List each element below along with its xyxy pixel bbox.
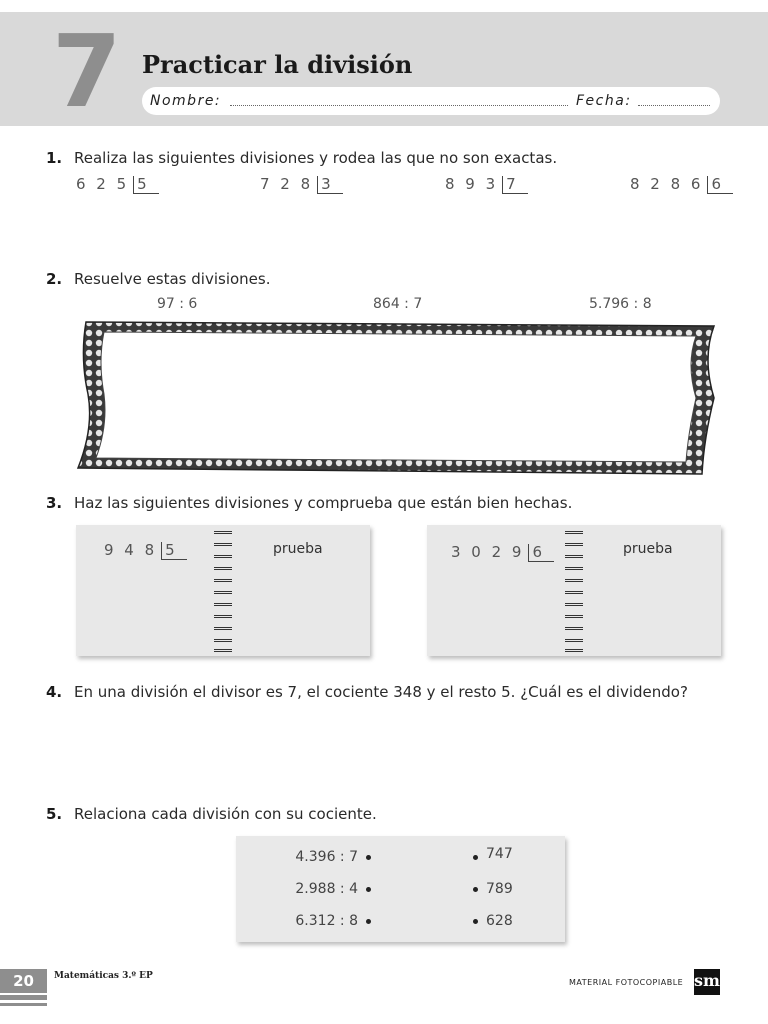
exercise-5-text: Relaciona cada división con su cociente. (74, 805, 377, 823)
unit-number: 7 (52, 13, 120, 130)
dividend: 9 4 8 (104, 541, 158, 559)
footer-divider (0, 1003, 47, 1006)
division-expression: 4.396 : 7 (295, 849, 358, 865)
exercise-3-number: 3. (46, 494, 63, 512)
footer-divider (0, 995, 47, 1000)
divisor: 7 (502, 176, 528, 194)
book-title: Matemáticas 3.º EP (54, 971, 153, 981)
division-expression: 2.988 : 4 (295, 881, 358, 897)
divisor: 5 (161, 542, 187, 560)
matching-card (236, 836, 565, 942)
exercise-1-number: 1. (46, 149, 63, 167)
exercise-4-number: 4. (46, 683, 63, 701)
page-title: Practicar la división (142, 50, 413, 79)
dividend: 8 9 3 (445, 175, 499, 193)
dividend: 3 0 2 9 (451, 543, 525, 561)
spiral-binding (214, 527, 232, 655)
dividend: 7 2 8 (260, 175, 314, 193)
exercise-4-text: En una división el divisor es 7, el cociente 348 y el resto 5. ¿Cuál es el dividendo? (74, 683, 688, 701)
date-label: Fecha: (576, 93, 632, 109)
match-dot[interactable] (366, 887, 371, 892)
date-field[interactable] (638, 105, 710, 106)
operation-label: 97 : 6 (157, 296, 198, 312)
quotient-value: 747 (486, 846, 513, 862)
spiral-binding (565, 527, 583, 655)
exercise-2-text: Resuelve estas divisiones. (74, 270, 271, 288)
publisher-logo: sm (694, 969, 720, 995)
divisor: 3 (317, 176, 343, 194)
divisor: 5 (133, 176, 159, 194)
exercise-3-text: Haz las siguientes divisiones y comprueba que están bien hechas. (74, 494, 573, 512)
division-item (630, 175, 733, 194)
match-dot[interactable] (366, 919, 371, 924)
exercise-5-number: 5. (46, 805, 63, 823)
dividend: 8 2 8 6 (630, 175, 704, 193)
page-number: 20 (0, 969, 47, 993)
match-dot[interactable] (473, 919, 478, 924)
proof-label: prueba (623, 541, 673, 557)
exercise-1-text: Realiza las siguientes divisiones y rodea las que no son exactas. (74, 149, 558, 167)
divisor: 6 (707, 176, 733, 194)
division-item (445, 175, 528, 194)
quotient-value: 628 (486, 913, 513, 929)
match-dot[interactable] (473, 855, 478, 860)
division-item (451, 543, 554, 562)
exercise-2-number: 2. (46, 270, 63, 288)
division-item (76, 175, 159, 194)
dividend: 6 2 5 (76, 175, 130, 193)
quotient-value: 789 (486, 881, 513, 897)
division-item (260, 175, 343, 194)
division-expression: 6.312 : 8 (295, 913, 358, 929)
name-date-bar (142, 87, 720, 115)
notebook (427, 525, 721, 656)
match-dot[interactable] (473, 887, 478, 892)
name-field[interactable] (230, 105, 568, 106)
match-dot[interactable] (366, 855, 371, 860)
operation-label: 864 : 7 (373, 296, 423, 312)
divisor: 6 (528, 544, 554, 562)
division-item (104, 541, 187, 560)
name-label: Nombre: (150, 93, 222, 109)
photocopiable-notice: MATERIAL FOTOCOPIABLE (569, 978, 684, 987)
operation-label: 5.796 : 8 (589, 296, 652, 312)
notebook (76, 525, 370, 656)
answer-scroll-frame (74, 318, 722, 480)
proof-label: prueba (273, 541, 323, 557)
